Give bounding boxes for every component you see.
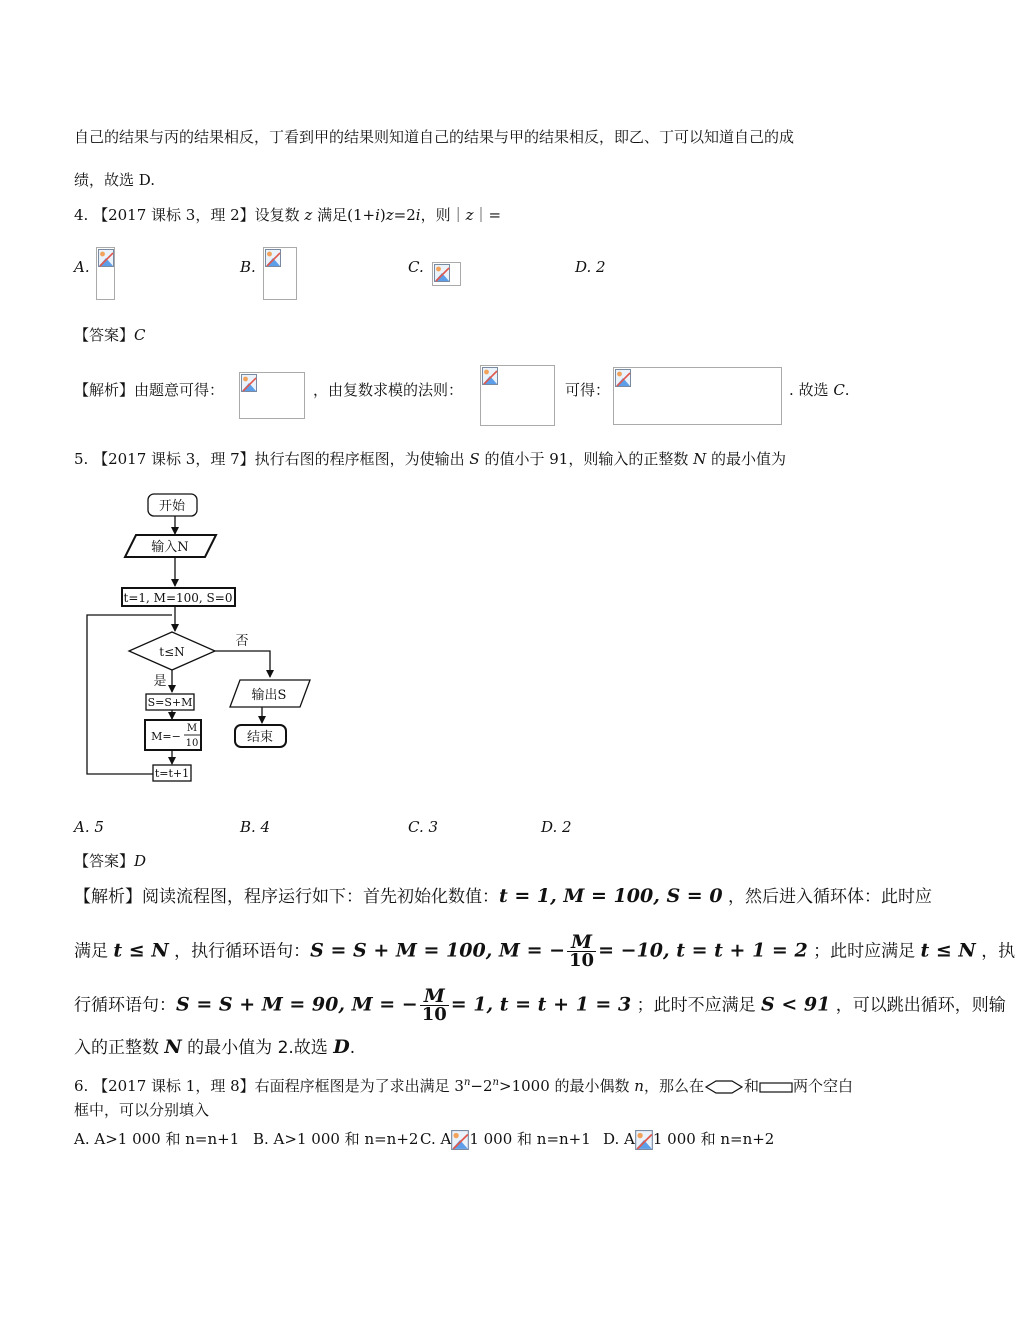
q5-option-b: B. 4 bbox=[240, 818, 271, 836]
q4-analysis-d: . 故选 C. bbox=[789, 381, 850, 399]
q4-analysis-b: ，由复数求模的法则： bbox=[313, 381, 464, 399]
q4-option-d: D. 2 bbox=[575, 258, 606, 276]
q5-flowchart bbox=[0, 0, 340, 800]
q4-analysis-image-3 bbox=[613, 367, 782, 425]
flow-input-text: 输入N bbox=[151, 540, 189, 555]
q4-option-c-label: C. bbox=[408, 258, 424, 276]
q5-answer: 【答案】D bbox=[74, 852, 147, 870]
flow-start-text: 开始 bbox=[158, 499, 186, 514]
q5-option-c: C. 3 bbox=[408, 818, 439, 836]
flow-end-text: 结束 bbox=[246, 730, 274, 745]
broken-image-icon bbox=[434, 264, 450, 282]
flow-output-text: 输出S bbox=[251, 688, 287, 703]
q5-solution-line-4: 入的正整数 N 的最小值为 2.故选 D. bbox=[74, 1036, 356, 1058]
flow-step1-text: S=S+M bbox=[147, 696, 193, 709]
broken-image-icon bbox=[451, 1130, 469, 1150]
diamond-shape-icon bbox=[704, 1079, 744, 1095]
q4-option-b-label: B. bbox=[240, 258, 256, 276]
q6-stem-line-2: 框中，可以分别填入 bbox=[74, 1101, 210, 1119]
q5-option-a: A. 5 bbox=[74, 818, 104, 836]
q5-option-d: D. 2 bbox=[541, 818, 572, 836]
q5-solution-line-1: 【解析】阅读流程图，程序运行如下：首先初始化数值：t = 1, M = 100, S = 0 ，然后进入循环体：此时应 bbox=[74, 885, 932, 907]
flow-yes-text: 是 bbox=[153, 674, 167, 689]
q4-analysis-a: 【解析】由题意可得： bbox=[74, 381, 225, 399]
q4-option-c-image bbox=[432, 262, 461, 286]
flow-no-text: 否 bbox=[235, 634, 249, 649]
broken-image-icon bbox=[482, 367, 498, 385]
flow-step2-lhs: M=− bbox=[151, 730, 181, 743]
q4-answer: 【答案】C bbox=[74, 326, 146, 344]
q6-option-d: D. A 1 000 和 n=n+2 bbox=[603, 1130, 775, 1148]
q4-analysis-image-2 bbox=[480, 365, 555, 426]
q4-option-a-label: A. bbox=[74, 258, 90, 276]
rectangle-shape-icon bbox=[759, 1080, 793, 1094]
broken-image-icon bbox=[615, 369, 631, 387]
q6-option-b: B. A>1 000 和 n=n+2 bbox=[253, 1130, 419, 1148]
flow-cond-text: t≤N bbox=[159, 645, 185, 659]
flow-step3-text: t=t+1 bbox=[154, 767, 190, 780]
q6-stem-line-1: 6. 【2017 课标 1，理 8】右面程序框图是为了求出满足 $3^n-2^n>1000$ 的最小偶数 n，那么在 和 两个空白 bbox=[74, 1077, 853, 1095]
q5-solution-line-2: 满足 t ≤ N ，执行循环语句：S = S + M = 100, M = − $\frac{M}{10}$ = −10, t = t + 1 = 2 ；此时应满足 t ≤ N ，执 bbox=[74, 931, 1015, 971]
flow-step2-den: 10 bbox=[185, 738, 199, 749]
flow-step2-num: M bbox=[186, 723, 198, 734]
q6-option-a: A. A>1 000 和 n=n+1 bbox=[74, 1130, 240, 1148]
q5-solution-line-3: 行循环语句：S = S + M = 90, M = − $\frac{M}{10}$ = 1, t = t + 1 = 3 ；此时不应满足 S < 91 ，可以跳出循环，则输 bbox=[74, 985, 1006, 1025]
q5-stem: 5. 【2017 课标 3，理 7】执行右图的程序框图，为使输出 S 的值小于 91，则输入的正整数 N 的最小值为 bbox=[74, 450, 787, 468]
intro-line-1: 自己的结果与丙的结果相反，丁看到甲的结果则知道自己的结果与甲的结果相反，即乙、丁可以知道自己的成 bbox=[74, 128, 795, 146]
flow-init-text: t=1, M=100, S=0 bbox=[123, 591, 233, 605]
intro-line-2: 绩，故选 D. bbox=[74, 171, 156, 189]
q4-analysis-c: 可得： bbox=[565, 381, 611, 399]
q6-option-c: C. A 1 000 和 n=n+1 bbox=[420, 1130, 591, 1148]
q4-stem: 4. 【2017 课标 3，理 2】设复数 z 满足(1+i)z=2i，则｜z｜= bbox=[74, 206, 502, 224]
broken-image-icon bbox=[635, 1130, 653, 1150]
